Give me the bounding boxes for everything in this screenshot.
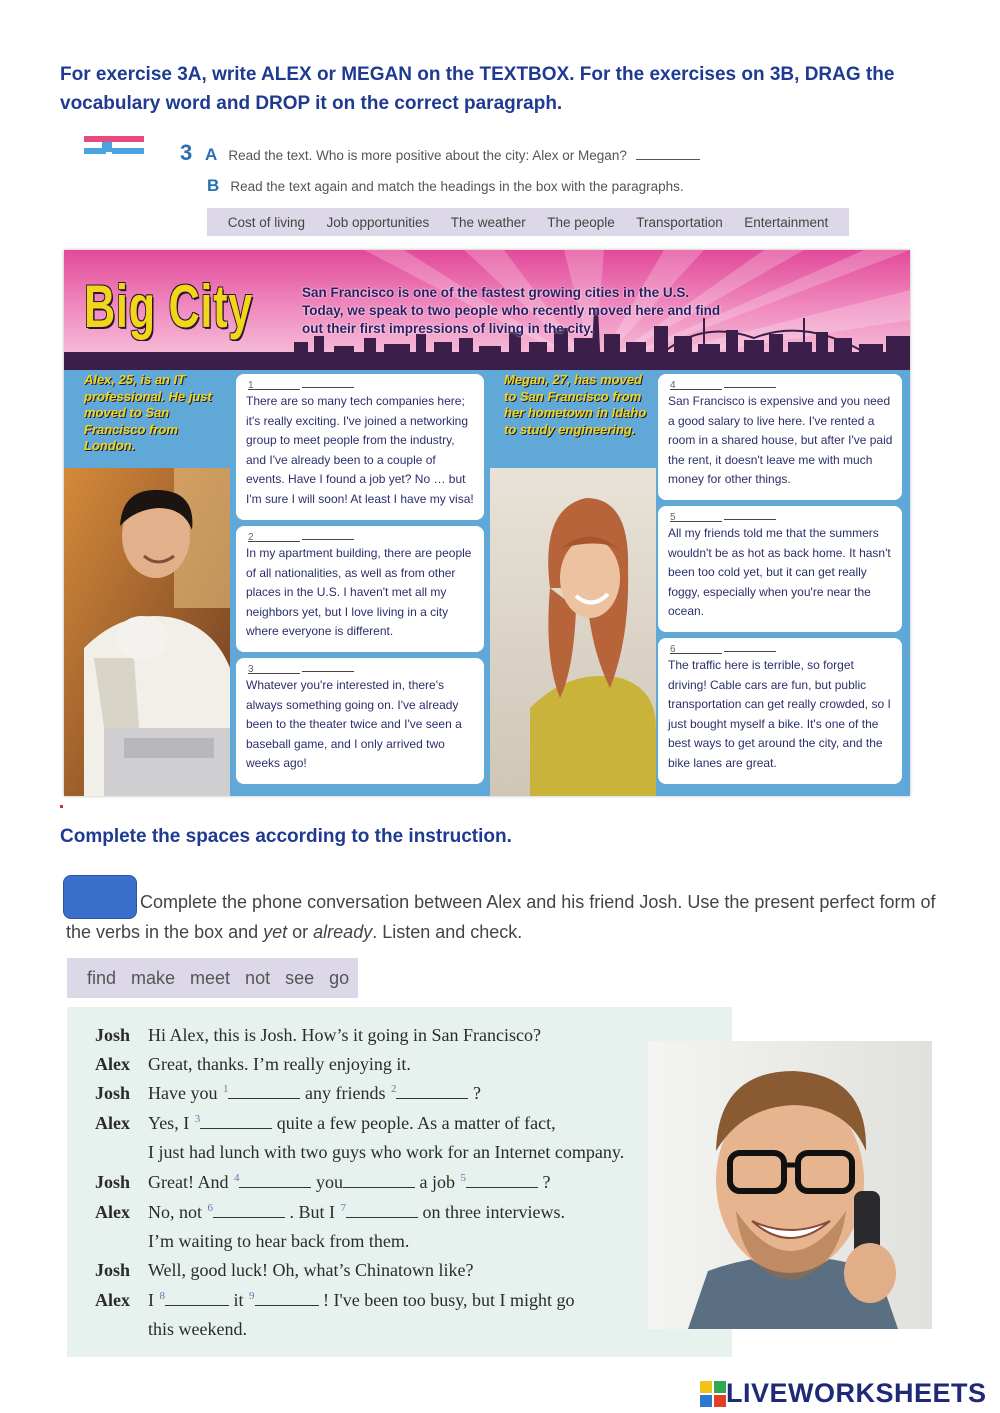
dialog-text: . But I (289, 1202, 336, 1222)
blank-number: 5 (460, 1172, 466, 1184)
speaker-josh: Josh (95, 1083, 131, 1103)
instruction-text: Complete the phone conversation between Alex and his friend Josh. Use the present perfect form of the verbs in the box and (66, 892, 936, 942)
heading-transportation[interactable]: Transportation (636, 214, 723, 230)
drop-zone-4[interactable] (724, 378, 776, 388)
dialog-text: you (315, 1172, 343, 1192)
speaker-alex: Alex (95, 1054, 130, 1074)
paragraph-card-5[interactable] (658, 506, 902, 632)
blank-4-input[interactable] (239, 1173, 311, 1188)
dialog-text: Hi Alex, this is Josh. How’s it going in San Francisco? (148, 1025, 541, 1045)
dialog-text: ! I've been too busy, but I might go (323, 1290, 575, 1310)
section2-title: Complete the spaces according to the instruction. (60, 826, 512, 847)
blank-number: 4 (233, 1172, 240, 1184)
dialog-text: No, not (148, 1202, 202, 1222)
instruction-or: or (287, 922, 314, 942)
dialog-text: Great, thanks. I’m really enjoying it. (148, 1054, 411, 1074)
paragraph-number: 4 (670, 380, 722, 390)
dialog-line (95, 1287, 575, 1313)
article-banner (64, 250, 910, 368)
blank-number: 7 (340, 1202, 347, 1214)
instructions-text: For exercise 3A, write ALEX or MEGAN on the TEXTBOX. For the exercises on 3B, DRAG the vocabulary word and DROP it on the correct paragraph. (60, 64, 895, 114)
dialog-line (95, 1051, 411, 1077)
dialog-text: any friends (304, 1083, 386, 1103)
blank-number: 3 (194, 1113, 201, 1125)
speaker-josh: Josh (95, 1025, 131, 1045)
paragraph-number: 3 (248, 664, 300, 674)
blank-number: 8 (159, 1290, 165, 1302)
paragraph-card-4[interactable] (658, 374, 902, 500)
dialog-line (95, 1110, 556, 1136)
blank-1-input[interactable] (228, 1084, 300, 1099)
answer-textbox[interactable] (636, 159, 700, 160)
blank-6-input[interactable] (213, 1203, 285, 1218)
blank-number: 6 (207, 1202, 213, 1214)
exercise-3a (205, 145, 700, 165)
phone-dialog (67, 1007, 732, 1357)
heading-entertainment[interactable]: Entertainment (744, 214, 829, 230)
drop-zone-2[interactable] (302, 530, 354, 540)
blank-8-input[interactable] (165, 1291, 229, 1306)
dialog-line: I just had lunch with two guys who work for an Internet company. (148, 1142, 625, 1162)
speaker-josh: Josh (95, 1260, 131, 1280)
exercise-number-box[interactable] (63, 875, 137, 919)
exercise-4-instruction (66, 887, 936, 947)
dialog-text: on three interviews. (422, 1202, 565, 1222)
paragraph-text: The traffic here is terrible, so forget driving! Cable cars are fun, but public transportation can get really crowded, so I just bought myself a bike. It's one of the best ways to get around the city, and the bike lanes are great. (668, 658, 891, 770)
paragraph-number: 2 (248, 532, 300, 542)
paragraph-number: 6 (670, 644, 722, 654)
heading-cost-of-living[interactable]: Cost of living (227, 214, 306, 230)
exercise-3a-text: Read the text. Who is more positive about the city: Alex or Megan? (228, 148, 627, 163)
exercise-3b (207, 176, 684, 196)
blank-7-input[interactable] (346, 1203, 418, 1218)
drop-zone-6[interactable] (724, 642, 776, 652)
speaker-alex: Alex (95, 1290, 130, 1310)
paragraph-card-3[interactable] (236, 658, 484, 784)
dialog-text: Great! And (148, 1172, 229, 1192)
dialog-line (95, 1257, 474, 1283)
megan-photo (490, 468, 656, 796)
speaker-alex: Alex (95, 1113, 130, 1133)
alex-photo (64, 468, 230, 796)
dialog-line (95, 1199, 565, 1225)
dialog-text: a job (419, 1172, 455, 1192)
dialog-text: ? (472, 1083, 481, 1103)
dialog-text: it (233, 1290, 244, 1310)
drop-zone-3[interactable] (302, 662, 354, 672)
dialog-line (95, 1169, 550, 1195)
exercise-3b-letter: B (207, 176, 220, 195)
exercise-number: 3 (180, 140, 193, 165)
heading-people[interactable]: The people (547, 214, 615, 230)
dialog-text: ? (542, 1172, 551, 1192)
liveworksheets-logo-icon (700, 1381, 726, 1407)
dialog-line: this weekend. (148, 1319, 247, 1339)
dialog-line (95, 1022, 541, 1048)
dialog-line: I’m waiting to hear back from them. (148, 1231, 410, 1251)
exercise-3a-letter: A (205, 145, 218, 164)
dialog-text: quite a few people. As a matter of fact, (276, 1113, 556, 1133)
paragraph-card-2[interactable] (236, 526, 484, 652)
paragraph-text: Whatever you're interested in, there's always something going on. I've already been to the theater twice and I've seen a baseball game, and I only arrived two weeks ago! (246, 678, 462, 770)
dialog-line (95, 1080, 481, 1106)
instruction-already: already (313, 922, 373, 942)
drop-zone-1[interactable] (302, 378, 354, 388)
book-logo-icon (82, 132, 150, 162)
decorative-dot (60, 805, 63, 808)
paragraph-card-1[interactable] (236, 374, 484, 520)
paragraph-number: 5 (670, 512, 722, 522)
paragraph-text: In my apartment building, there are people of all nationalities, as well as from other places in the U.S. I haven't met all my neighbors yet, but I love living in a city where everyone is different. (246, 546, 472, 638)
article-title: Big City (84, 273, 253, 340)
headings-box (207, 208, 849, 236)
dialog-text: Well, good luck! Oh, what’s Chinatown like? (148, 1260, 474, 1280)
paragraph-card-6[interactable] (658, 638, 902, 784)
speaker-alex: Alex (95, 1202, 130, 1222)
megan-profile: Megan, 27, has moved to San Francisco from her hometown in Idaho to study engineering. (504, 372, 647, 437)
dialog-text: Have you (148, 1083, 218, 1103)
heading-job-opportunities[interactable]: Job opportunities (326, 214, 430, 230)
blank-number: 9 (249, 1290, 255, 1302)
speaker-josh: Josh (95, 1172, 131, 1192)
josh-photo (648, 1041, 932, 1329)
drop-zone-5[interactable] (724, 510, 776, 520)
liveworksheets-brand: LIVEWORKSHEETS (726, 1378, 987, 1408)
blank-2-input[interactable] (396, 1084, 468, 1099)
blank-9-input[interactable] (255, 1291, 319, 1306)
heading-weather[interactable]: The weather (450, 214, 526, 230)
magazine-article (64, 250, 910, 796)
blank-number: 1 (222, 1083, 229, 1095)
liveworksheets-footer[interactable] (700, 1378, 987, 1409)
blank-4b-input[interactable] (343, 1173, 415, 1188)
alex-profile: Alex, 25, is an IT professional. He just moved to San Francisco from London. (84, 372, 212, 453)
blank-number: 2 (390, 1083, 397, 1095)
blank-5-input[interactable] (466, 1173, 538, 1188)
instruction-yet: yet (263, 922, 288, 942)
dialog-text: Yes, I (148, 1113, 190, 1133)
dialog-text: I (148, 1290, 154, 1310)
paragraph-text: San Francisco is expensive and you need a good salary to live here. I've rented a room in a shared house, but after I've paid the rent, it doesn't leave me with much money for other things. (668, 394, 893, 486)
exercise-3b-text: Read the text again and match the headings in the box with the paragraphs. (230, 179, 684, 194)
paragraph-number: 1 (248, 380, 300, 390)
instruction-end: . Listen and check. (372, 922, 523, 942)
blank-3-input[interactable] (200, 1114, 272, 1129)
paragraph-text: All my friends told me that the summers wouldn't be as hot as back home. It hasn't been too cold yet, but it can get really foggy, especially when you're near the ocean. (668, 526, 891, 618)
article-intro: San Francisco is one of the fastest growing cities in the U.S. Today, we speak to two people who recently moved here and find out their first impressions of living in the city. (302, 285, 721, 336)
verb-box: find make meet not see go (67, 958, 358, 998)
paragraph-text: There are so many tech companies here; it's really exciting. I've joined a networking group to meet people from the industry, and I've already been to a couple of events. Have I found a job yet? No … but I'm sure I will soon! At least I have my visa! (246, 394, 474, 506)
